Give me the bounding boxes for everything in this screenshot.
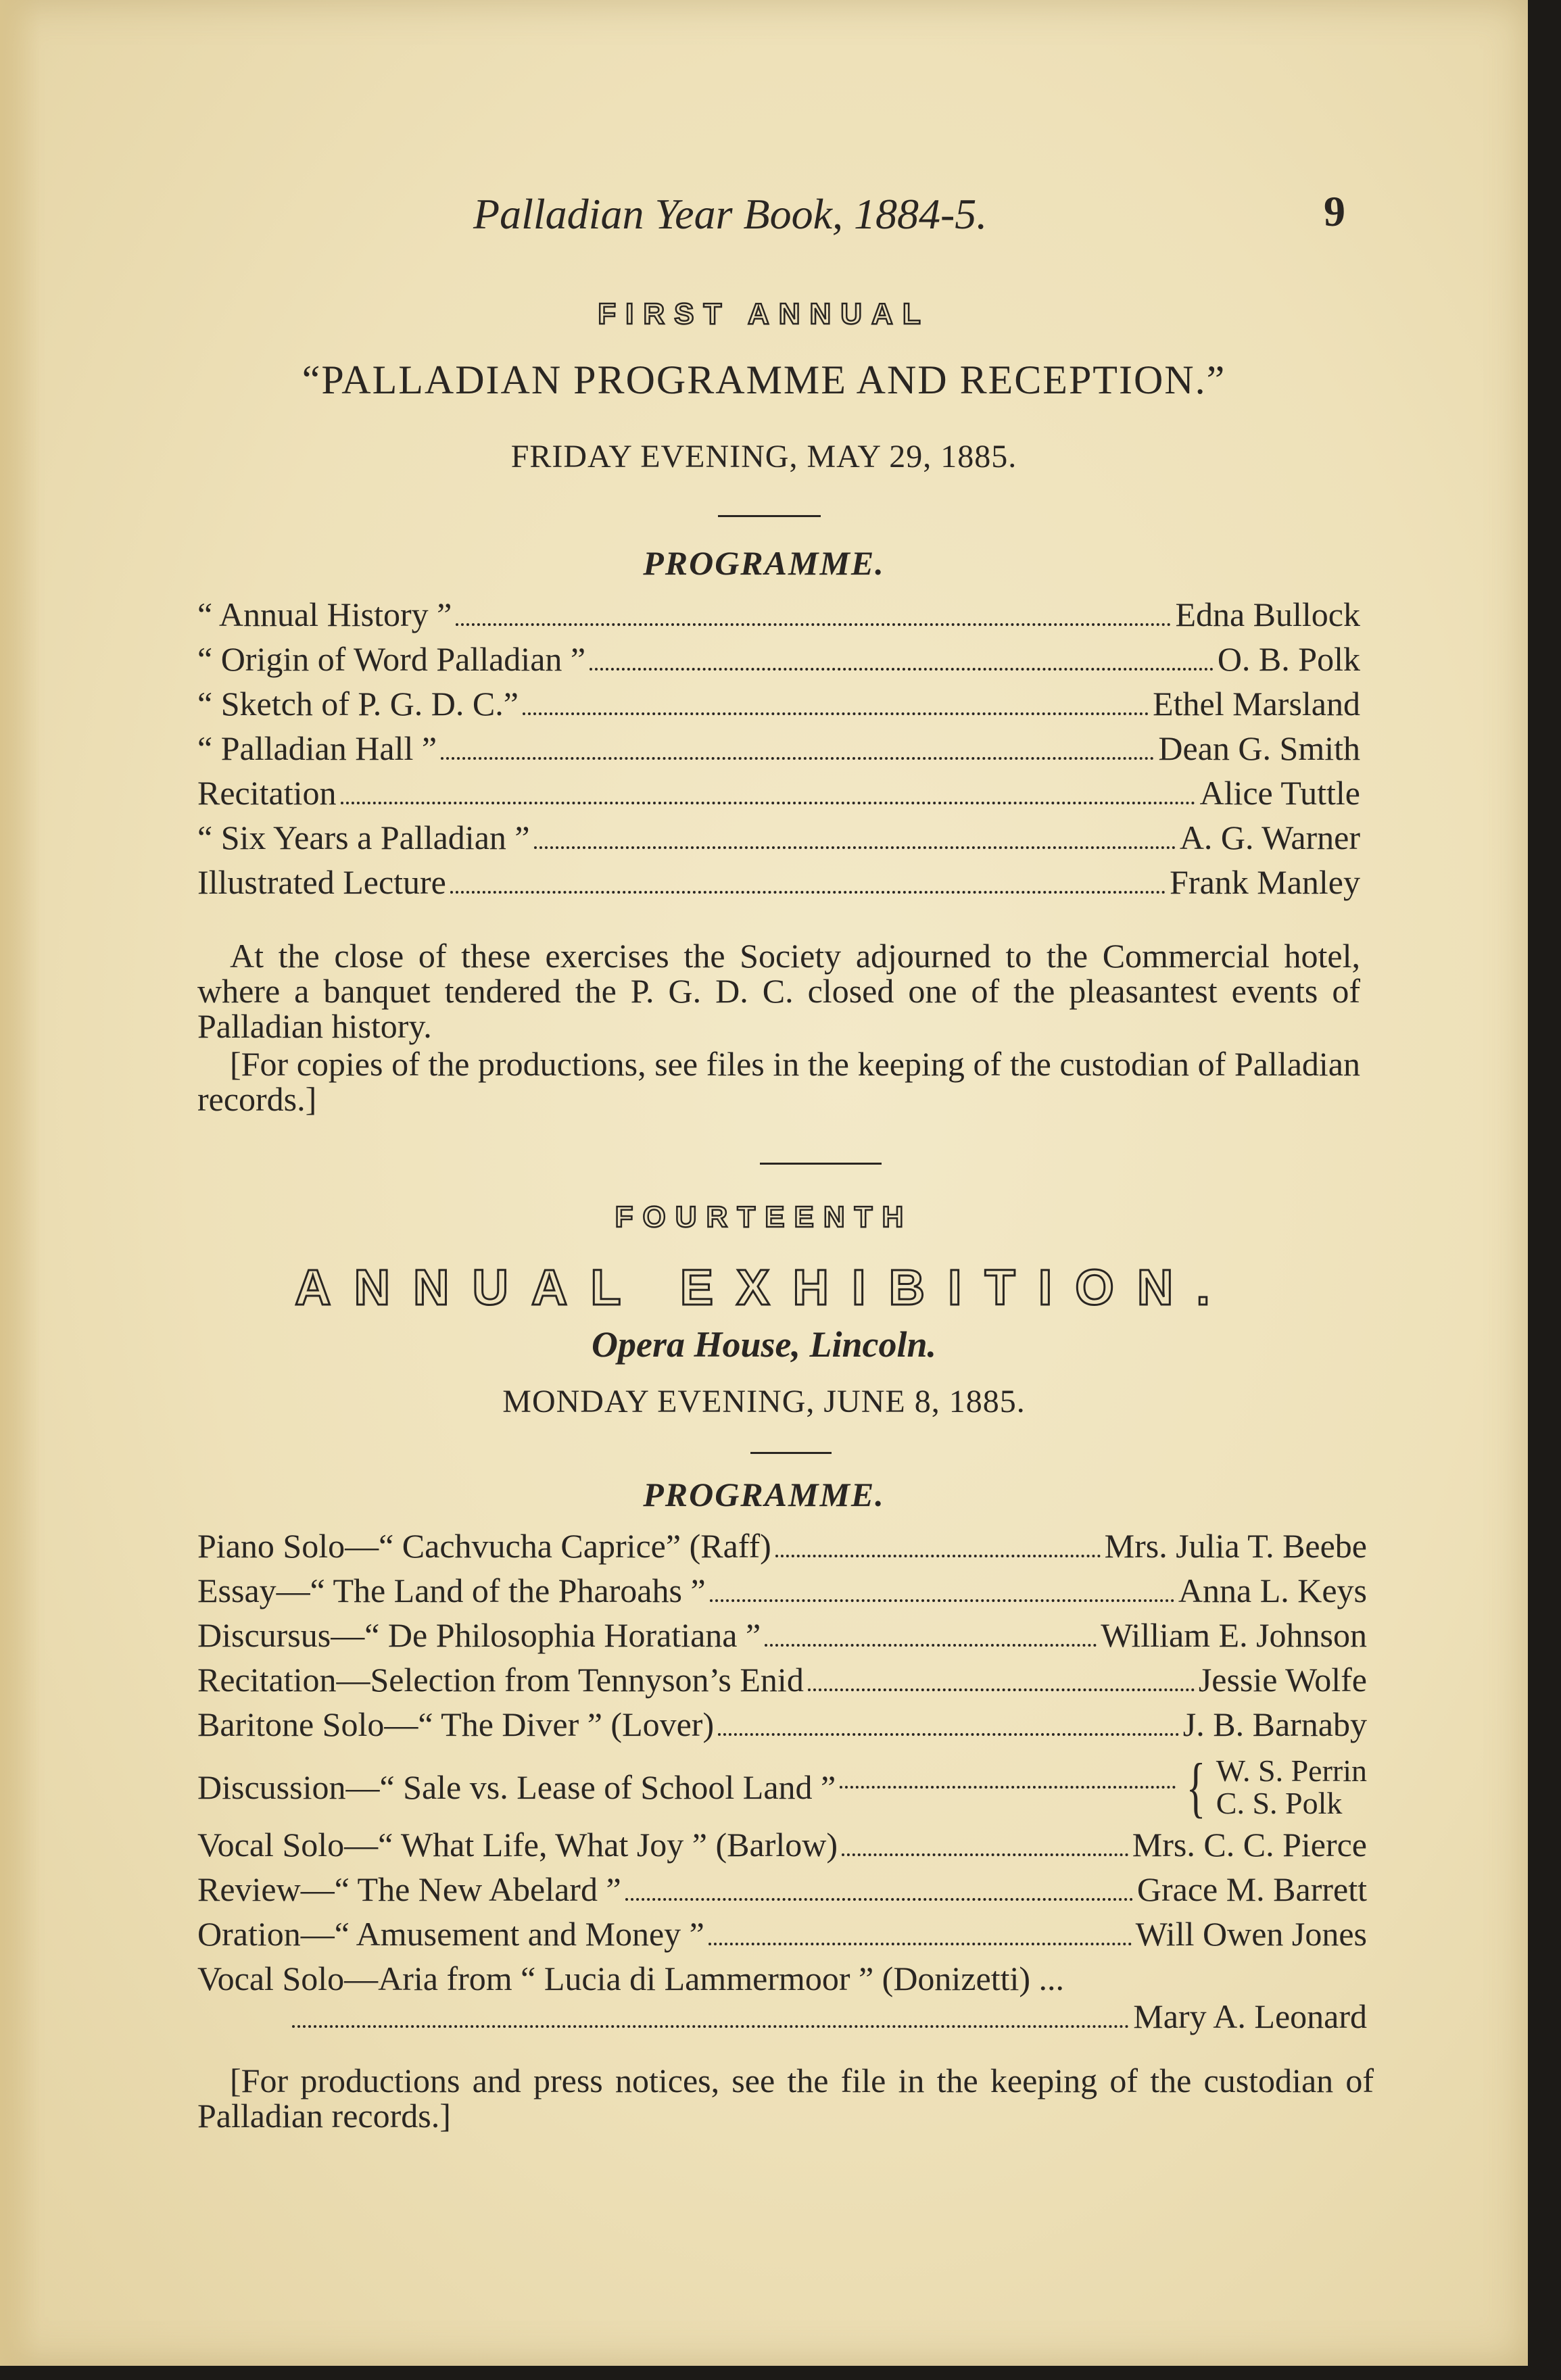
- performer-name: A. G. Warner: [1179, 819, 1360, 856]
- programme-item: “ Sketch of P. G. D. C.”: [197, 685, 519, 723]
- programme-item: Piano Solo—“ Cachvucha Caprice” (Raff): [197, 1527, 771, 1565]
- programme-row-last: [197, 1959, 1367, 1997]
- programme-row: [197, 639, 1360, 684]
- programme-row-last-continued: [197, 1997, 1367, 2041]
- dot-leader: [775, 1555, 1101, 1557]
- performer-name: Frank Manley: [1170, 863, 1360, 901]
- programme-row: [197, 818, 1360, 863]
- section1-note: [For copies of the productions, see files in the keeping of the custodian of Palladian records.]: [197, 1045, 1360, 1118]
- programme-row: [197, 1870, 1367, 1914]
- programme-item: Recitation: [197, 774, 337, 812]
- programme-row: [197, 595, 1360, 639]
- performer-name: Mary A. Leonard: [1133, 1997, 1367, 2035]
- dot-leader: [625, 1898, 1133, 1901]
- section2-programme-list: [197, 1526, 1367, 2041]
- programme-item: Discussion—“ Sale vs. Lease of School Land ”: [197, 1768, 836, 1806]
- programme-row: [197, 729, 1360, 773]
- programme-row: [197, 1914, 1367, 1959]
- section1-kicker: FIRST ANNUAL: [598, 297, 930, 331]
- section2-venue: Opera House, Lincoln.: [591, 1324, 937, 1365]
- dot-leader: [441, 757, 1154, 760]
- programme-row: [197, 1571, 1367, 1616]
- performer-name: O. B. Polk: [1217, 640, 1360, 678]
- programme-item: “ Annual History ”: [197, 596, 452, 633]
- programme-item: Review—“ The New Abelard ”: [197, 1870, 621, 1908]
- performer-name: J. B. Barnaby: [1182, 1705, 1367, 1743]
- section1-rule: [718, 515, 821, 517]
- section1-programme-list: [197, 595, 1360, 907]
- programme-item: Discursus—“ De Philosophia Horatiana ”: [197, 1616, 761, 1654]
- programme-item: Illustrated Lecture: [197, 863, 446, 901]
- programme-item: Recitation—Selection from Tennyson’s Enid: [197, 1661, 804, 1699]
- programme-row: [197, 684, 1360, 729]
- debater-name: W. S. Perrin: [1216, 1753, 1367, 1788]
- section-divider-rule: [760, 1163, 882, 1165]
- programme-row-discussion: [197, 1749, 1367, 1825]
- performer-name: Mrs. Julia T. Beebe: [1104, 1527, 1367, 1565]
- performer-name: Anna L. Keys: [1178, 1572, 1367, 1609]
- performer-name: Ethel Marsland: [1153, 685, 1360, 723]
- page-gutter: [0, 0, 41, 2366]
- performer-name: Grace M. Barrett: [1136, 1870, 1367, 1908]
- performer-name: Dean G. Smith: [1158, 729, 1360, 767]
- section2-rule: [750, 1452, 832, 1454]
- dot-leader: [523, 712, 1149, 715]
- running-title: Palladian Year Book, 1884-5.: [473, 190, 988, 238]
- dot-leader: [292, 2025, 1129, 2028]
- programme-item: Baritone Solo—“ The Diver ” (Lover): [197, 1705, 715, 1743]
- programme-item: “ Six Years a Palladian ”: [197, 819, 530, 856]
- section2-note: [For productions and press notices, see the file in the keeping of the custodian of Palladian records.]: [197, 2062, 1374, 2135]
- programme-row: [197, 1705, 1367, 1749]
- page-number: 9: [1324, 187, 1345, 235]
- programme-row: [197, 1825, 1367, 1870]
- debaters-brace: [1180, 1749, 1367, 1824]
- programme-row: [197, 1526, 1367, 1571]
- section2-programme-heading: PROGRAMME.: [643, 1476, 885, 1513]
- programme-row: [197, 863, 1360, 907]
- running-header: [0, 189, 1528, 250]
- performer-name: Edna Bullock: [1175, 596, 1360, 633]
- section1-paragraph: At the close of these exercises the Society adjourned to the Commercial hotel, where a banquet tendered the P. G. D. C. closed one of the pleasantest events of Palladian history.: [197, 937, 1360, 1045]
- performer-name: Alice Tuttle: [1199, 774, 1360, 812]
- dot-leader: [456, 623, 1171, 626]
- performer-name: Will Owen Jones: [1135, 1915, 1367, 1953]
- section2-date: MONDAY EVENING, JUNE 8, 1885.: [502, 1384, 1026, 1419]
- performer-name: William E. Johnson: [1101, 1616, 1367, 1654]
- programme-row: [197, 773, 1360, 818]
- section2-kicker: FOURTEENTH: [615, 1200, 913, 1234]
- dot-leader: [709, 1943, 1132, 1945]
- programme-item: Vocal Solo—“ What Life, What Joy ” (Barlow): [197, 1826, 838, 1864]
- section2-title: ANNUAL EXHIBITION.: [295, 1259, 1233, 1315]
- programme-item: Oration—“ Amusement and Money ”: [197, 1915, 704, 1953]
- dot-leader: [808, 1689, 1195, 1691]
- dot-leader: [534, 846, 1176, 849]
- debater-name: C. S. Polk: [1216, 1786, 1343, 1820]
- dot-leader: [341, 802, 1196, 804]
- brace-glyph: {: [1186, 1749, 1206, 1824]
- dot-leader: [842, 1853, 1128, 1856]
- programme-item: “ Palladian Hall ”: [197, 729, 437, 767]
- performer-name: Mrs. C. C. Pierce: [1132, 1826, 1367, 1864]
- dot-leader: [710, 1599, 1174, 1602]
- programme-item: Vocal Solo—Aria from “ Lucia di Lammermoor ” (Donizetti) ...: [197, 1960, 1065, 1997]
- dot-leader: [765, 1644, 1097, 1647]
- debaters: [1216, 1755, 1367, 1820]
- section1-date: FRIDAY EVENING, MAY 29, 1885.: [510, 439, 1017, 475]
- programme-row: [197, 1616, 1367, 1660]
- programme-row: [197, 1660, 1367, 1705]
- section1-programme-heading: PROGRAMME.: [643, 544, 885, 582]
- section1-title: “PALLADIAN PROGRAMME AND RECEPTION.”: [302, 358, 1226, 402]
- performer-name: Jessie Wolfe: [1198, 1661, 1367, 1699]
- programme-item: Essay—“ The Land of the Pharoahs ”: [197, 1572, 706, 1609]
- dot-leader: [590, 668, 1214, 671]
- programme-item: “ Origin of Word Palladian ”: [197, 640, 586, 678]
- dot-leader: [840, 1786, 1176, 1789]
- dot-leader: [450, 891, 1166, 894]
- dot-leader: [718, 1733, 1179, 1736]
